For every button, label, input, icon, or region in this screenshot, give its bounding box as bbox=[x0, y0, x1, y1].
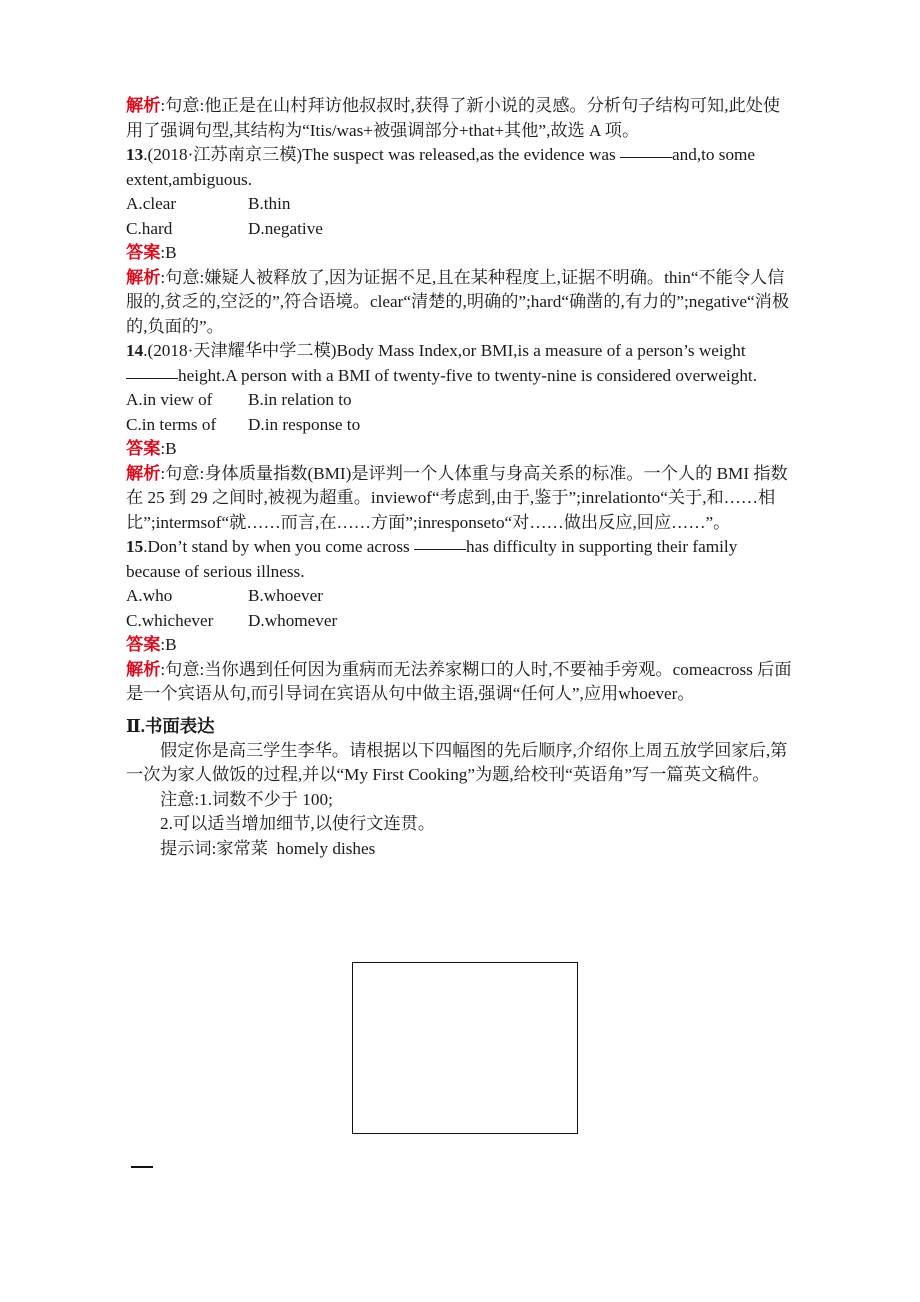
question-15-stem-before: Don’t stand by when you come across bbox=[147, 537, 414, 556]
question-15-options-row-2 bbox=[126, 609, 794, 634]
question-15-number: 15 bbox=[126, 537, 144, 556]
question-15-stem bbox=[126, 535, 794, 584]
writing-note-1 bbox=[126, 788, 794, 813]
answer-label: 答案 bbox=[126, 439, 161, 458]
writing-hint bbox=[126, 837, 794, 862]
question-13-dot: . bbox=[143, 145, 148, 164]
analysis-paragraph-q12 bbox=[126, 94, 794, 143]
question-14-dot: . bbox=[143, 341, 148, 360]
option-b[interactable]: B.whoever bbox=[248, 586, 323, 605]
option-d[interactable]: D.negative bbox=[248, 218, 323, 238]
analysis-text: :句意:身体质量指数(BMI)是评判一个人体重与身高关系的标准。一个人的 BMI 指数在 25 到 29 之间时,被视为超重。inviewof“考虑到,由于,鉴于”;inrelationto“关于,和……相比”;intermsof“就……而言,在……方面”;inresponseto“对……做出反应,回应……”。 bbox=[126, 463, 788, 532]
page-content bbox=[126, 94, 794, 861]
option-a[interactable]: A.clear bbox=[126, 194, 177, 213]
analysis-label: 解析 bbox=[126, 267, 161, 287]
answer-label: 答案 bbox=[126, 243, 161, 262]
writing-note-2: 2.可以适当增加细节,以使行文连贯。 bbox=[160, 814, 436, 833]
question-13-options-row-2 bbox=[126, 217, 794, 242]
four-panel-comic-figure bbox=[352, 962, 578, 1134]
answer-value: :B bbox=[160, 439, 177, 458]
option-c[interactable]: C.in terms of bbox=[126, 414, 217, 434]
question-14-stem bbox=[126, 339, 794, 388]
answer-blank bbox=[414, 549, 466, 550]
option-a[interactable]: A.who bbox=[126, 586, 173, 605]
question-13-answer bbox=[126, 241, 794, 266]
notes-label: 注意: bbox=[160, 789, 200, 809]
hint-label: 提示词: bbox=[160, 838, 217, 858]
question-14-source: (2018·天津耀华中学二模) bbox=[147, 341, 337, 360]
answer-value: :B bbox=[160, 635, 177, 654]
question-14-number: 14 bbox=[126, 341, 144, 360]
writing-prompt: 假定你是高三学生李华。请根据以下四幅图的先后顺序,介绍你上周五放学回家后,第一次为家人做饭的过程,并以“My First Cooking”为题,给校刊“英语角”写一篇英文稿件。 bbox=[126, 740, 788, 784]
question-15-answer bbox=[126, 633, 794, 658]
question-14-options-row-2 bbox=[126, 413, 794, 438]
answer-blank bbox=[620, 157, 672, 158]
option-d[interactable]: D.whomever bbox=[248, 610, 338, 630]
question-14-answer bbox=[126, 437, 794, 462]
note-item: 1.词数不少于 100; bbox=[199, 789, 333, 809]
option-b[interactable]: B.thin bbox=[248, 194, 291, 213]
question-15-options-row-1 bbox=[126, 584, 794, 609]
question-14-stem-before: Body Mass Index,or BMI,is a measure of a person’s weight bbox=[336, 341, 750, 360]
question-13-stem-after: and,to some extent,ambiguous. bbox=[126, 145, 760, 189]
option-b[interactable]: B.in relation to bbox=[248, 390, 352, 409]
question-14-options-row-1 bbox=[126, 388, 794, 413]
answer-value: :B bbox=[160, 243, 177, 262]
question-13-stem bbox=[126, 143, 794, 192]
analysis-text: :句意:他正是在山村拜访他叔叔时,获得了新小说的灵感。分析句子结构可知,此处使用了强调句型,其结构为“Itis/was+被强调部分+that+其他”,故选 A 项。 bbox=[126, 96, 781, 140]
analysis-text: :句意:嫌疑人被释放了,因为证据不足,且在某种程度上,证据不明确。thin“不能令人信服的,贫乏的,空泛的”,符合语境。clear“清楚的,明确的”;hard“确凿的,有力的”;negative“消极的,负面的”。 bbox=[126, 267, 790, 336]
hint-text: 家常菜 homely dishes bbox=[216, 838, 376, 858]
option-c[interactable]: C.hard bbox=[126, 218, 173, 238]
option-d[interactable]: D.in response to bbox=[248, 414, 361, 434]
question-15-dot: . bbox=[143, 537, 148, 556]
section-heading-writing: Ⅱ.书面表达 bbox=[126, 715, 215, 736]
option-a[interactable]: A.in view of bbox=[126, 390, 213, 409]
question-14-analysis bbox=[126, 462, 794, 536]
question-13-number: 13 bbox=[126, 145, 144, 164]
question-13-stem-before: The suspect was released,as the evidence was bbox=[302, 145, 620, 164]
analysis-label: 解析 bbox=[126, 96, 161, 115]
answer-blank bbox=[126, 378, 178, 379]
option-c[interactable]: C.whichever bbox=[126, 610, 214, 630]
analysis-label: 解析 bbox=[126, 463, 161, 483]
analysis-label: 解析 bbox=[126, 659, 161, 679]
answer-label: 答案 bbox=[126, 635, 161, 654]
figure-border bbox=[352, 962, 578, 1134]
question-15-analysis bbox=[126, 658, 794, 707]
question-14-stem-after: height.A person with a BMI of twenty-five to twenty-nine is considered overweight. bbox=[178, 365, 757, 385]
question-15-stem-after: has difficulty in supporting their family because of serious illness. bbox=[126, 537, 742, 581]
analysis-text: :句意:当你遇到任何因为重病而无法养家糊口的人时,不要袖手旁观。comeacross 后面是一个宾语从句,而引导词在宾语从句中做主语,强调“任何人”,应用whoever。 bbox=[126, 659, 792, 703]
question-13-analysis bbox=[126, 266, 794, 340]
question-13-source: (2018·江苏南京三模) bbox=[147, 145, 303, 164]
question-13-options-row-1 bbox=[126, 192, 794, 217]
page-footer-dash bbox=[131, 1166, 153, 1168]
